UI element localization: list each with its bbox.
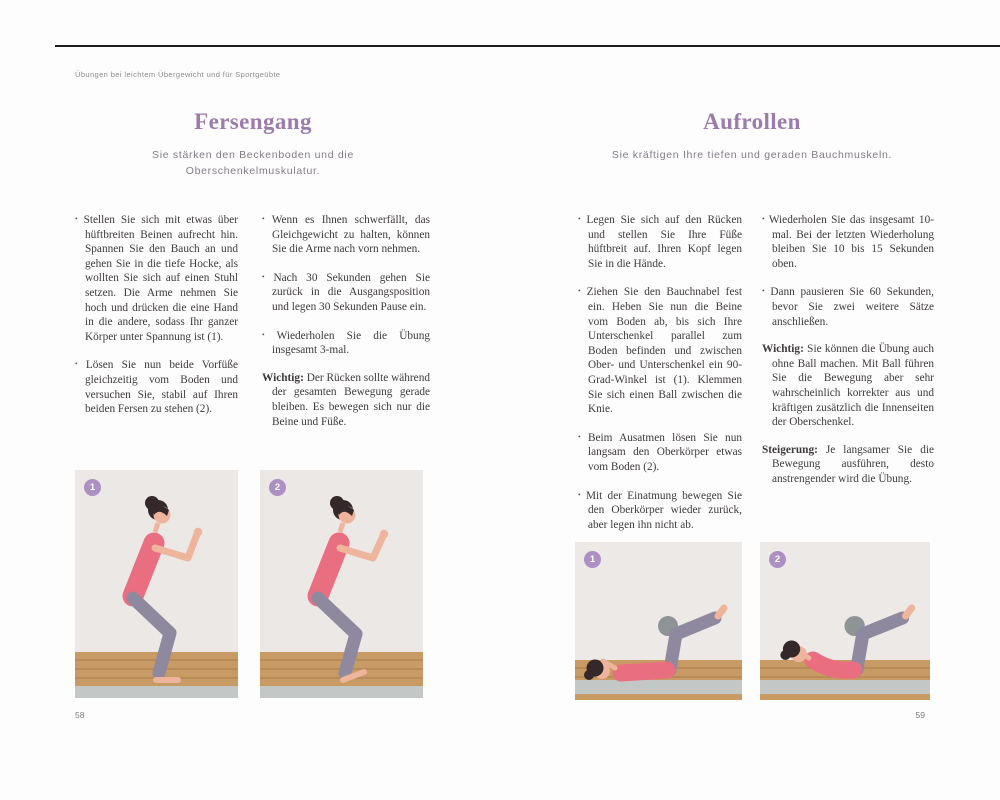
paragraph-text: Je langsamer Sie die Bewegung ausführen, desto anstrengender wird die Übung. <box>772 443 934 485</box>
page-top-edge-line <box>55 45 1000 47</box>
running-head: Übungen bei leichtem Übergewicht und für Sportgeübte <box>75 70 281 79</box>
paragraph-text: Wiederholen Sie das insgesamt 10-mal. Bei der letzten Wiederholung bleiben Sie 10 bis 15 Sekunden oben. <box>768 214 934 270</box>
photo-number-badge: 2 <box>269 479 286 496</box>
bullet-marker: • <box>578 286 581 296</box>
photo-number-badge: 1 <box>584 551 601 568</box>
bullet-paragraph <box>262 328 430 358</box>
bullet-paragraph <box>578 284 742 416</box>
wichtig-label: Wichtig: <box>762 343 804 356</box>
bullet-paragraph <box>762 284 934 329</box>
bullet-marker: • <box>762 286 765 296</box>
paragraph-text: Mit der Einatmung bewegen Sie den Oberkörper wieder zurück, aber legen ihn nicht ab. <box>585 489 742 531</box>
bullet-paragraph <box>762 212 934 271</box>
paragraph-text: Lösen Sie nun beide Vorfüße gleichzeitig vom Boden und versuchen Sie, stabil auf Ihren beiden Fersen zu stehen (2). <box>85 359 238 416</box>
wichtig-paragraph <box>762 342 934 430</box>
steigerung-label: Steigerung: <box>762 443 818 456</box>
bullet-paragraph <box>262 270 430 315</box>
paragraph-text: Sie können die Übung auch ohne Ball machen. Mit Ball führen Sie die Bewegung aber sehr wahrscheinlich korrekter aus und kräftigen zusätzlich die Innenseiten der Oberschenkel. <box>772 343 935 429</box>
bullet-paragraph <box>262 212 430 257</box>
paragraph-text: Beim Ausatmen lösen Sie nun langsam den Oberkörper etwas vom Boden (2). <box>587 431 742 473</box>
squat-pose-illustration <box>260 470 423 698</box>
photo-aufrollen-step-1 <box>575 542 742 700</box>
bullet-marker: • <box>75 359 78 369</box>
wichtig-paragraph <box>262 371 430 429</box>
exercise-subtitle-left: Sie stärken den Beckenboden und die Oberschenkelmuskulatur. <box>152 149 354 177</box>
lying-pose-illustration <box>760 542 930 700</box>
bullet-marker: • <box>578 489 581 499</box>
bullet-marker: • <box>262 271 265 281</box>
photo-aufrollen-step-2 <box>760 542 930 700</box>
bullet-marker: • <box>262 329 265 339</box>
page-number-left: 58 <box>75 710 85 720</box>
paragraph-text: Legen Sie sich auf den Rücken und stellen Sie Ihre Füße hüftbreit auf. Ihren Kopf legen Sie in die Hände. <box>586 214 742 270</box>
exercise-subtitle-right: Sie kräftigen Ihre tiefen und geraden Bauchmuskeln. <box>611 149 893 161</box>
paragraph-text: Wiederholen Sie die Übung insgesamt 3-mal. <box>272 329 430 357</box>
bullet-paragraph <box>578 430 742 475</box>
bullet-paragraph <box>578 212 742 271</box>
paragraph-text: Dann pausieren Sie 60 Sekunden, bevor Sie zwei weitere Sätze anschließen. <box>770 286 934 328</box>
bullet-paragraph <box>75 357 238 416</box>
bullet-marker: • <box>578 431 581 441</box>
exercise-title-aufrollen: Aufrollen <box>703 109 801 134</box>
photo-number-badge: 2 <box>769 551 786 568</box>
photo-number-badge: 1 <box>84 479 101 496</box>
right-page-column-2 <box>762 212 934 500</box>
paragraph-text: Stellen Sie sich mit etwas über hüftbreiten Beinen aufrecht hin. Spannen Sie den Bauch an und gehen Sie in die tiefe Hocke, als wollten Sie sich auf einen Stuhl setzen. Die Arme nehmen Sie hoch und drücken die eine Hand in die andere, sodass Ihr ganzer Körper unter Spannung ist (1). <box>83 214 238 343</box>
bullet-paragraph <box>75 212 238 344</box>
bullet-marker: • <box>75 214 78 223</box>
left-page-column-2 <box>262 212 430 442</box>
paragraph-text: Ziehen Sie den Bauchnabel fest ein. Heben Sie nun die Beine vom Boden ab, bis sich Ihre Unterschenkel parallel zum Boden befinden und zwischen Ober- und Unterschenkel ein 90-Grad-Winkel ist (1). Klemmen Sie sich einen Ball zwischen die Knie. <box>586 286 742 416</box>
paragraph-text: Nach 30 Sekunden gehen Sie zurück in die Ausgangsposition und legen 30 Sekunden Pause ein. <box>272 271 430 313</box>
bullet-marker: • <box>762 214 765 223</box>
right-page-column-1 <box>578 212 742 545</box>
bullet-paragraph <box>578 488 742 533</box>
left-page-column-1 <box>75 212 238 430</box>
lying-pose-illustration <box>575 542 742 700</box>
squat-pose-illustration <box>75 470 238 698</box>
bullet-marker: • <box>262 214 265 223</box>
page-number-right: 59 <box>915 710 925 720</box>
paragraph-text: Der Rücken sollte während der gesamten Bewegung gerade bleiben. Es bewegen sich nur die Beine und Füße. <box>272 371 430 428</box>
photo-fersengang-step-1 <box>75 470 238 698</box>
exercise-title-fersengang: Fersengang <box>194 109 312 134</box>
wichtig-label: Wichtig: <box>262 371 304 384</box>
steigerung-paragraph <box>762 443 934 487</box>
paragraph-text: Wenn es Ihnen schwerfällt, das Gleichgewicht zu halten, können Sie die Arme nach vorn nehmen. <box>271 214 430 256</box>
bullet-marker: • <box>578 214 581 223</box>
photo-fersengang-step-2 <box>260 470 423 698</box>
